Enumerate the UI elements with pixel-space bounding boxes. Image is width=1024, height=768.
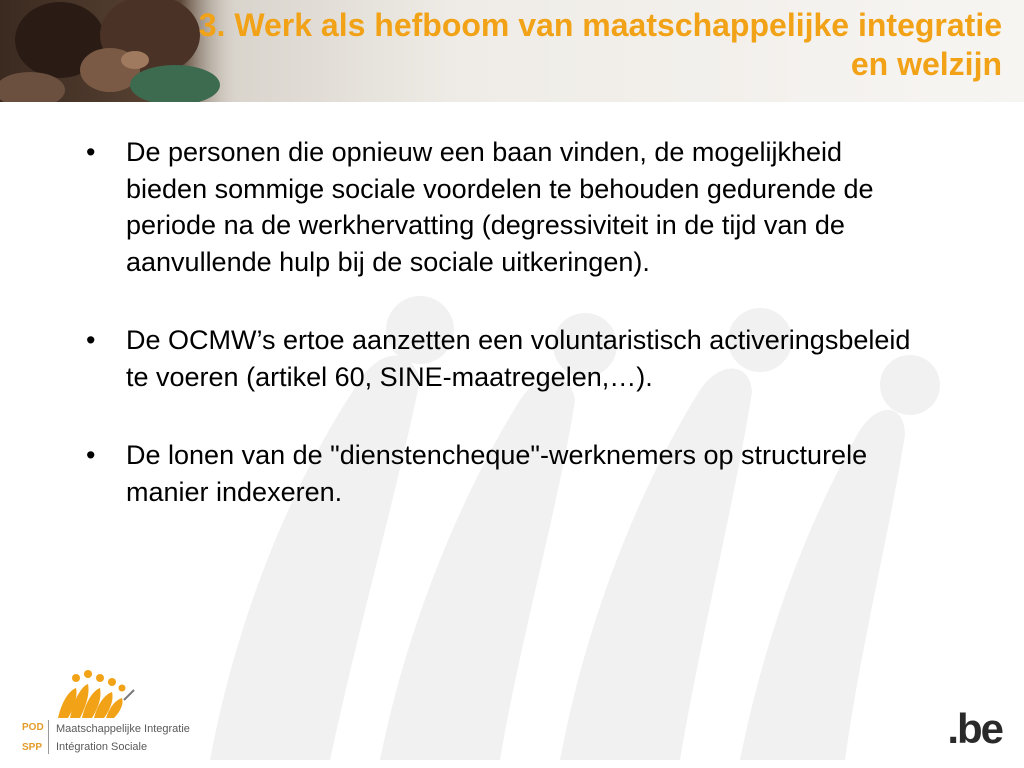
bullet-item: [82, 134, 912, 280]
be-logo: .be: [947, 705, 1002, 752]
spp-label: SPP: [22, 742, 43, 753]
bullet-item: [82, 322, 912, 395]
bullet-marker: •: [86, 137, 96, 167]
bullet-item: [82, 437, 912, 510]
pod-label: POD: [22, 722, 44, 733]
bullet-text: De lonen van de "dienstencheque"-werknemers op structurele manier indexeren.: [126, 440, 868, 507]
org-name-fr: Intégration Sociale: [56, 741, 148, 753]
bullet-text: De OCMW’s ertoe aanzetten een voluntaristisch activeringsbeleid te voeren (artikel 60, SINE-maatregelen,…).: [126, 325, 911, 392]
bullet-list: [82, 134, 912, 552]
slide-title: 3. Werk als hefboom van maatschappelijke integratie en welzijn: [198, 7, 1002, 82]
bullet-text: De personen die opnieuw een baan vinden, de mogelijkheid bieden sommige sociale voordelen te behouden gedurende de periode na de werkhervatting (degressiviteit in de tijd van de aanvullende hulp bij de sociale uitkeringen).: [126, 137, 874, 277]
logo-divider: [48, 720, 49, 754]
bullet-marker: •: [86, 440, 96, 470]
bullet-marker: •: [86, 325, 96, 355]
org-name-nl: Maatschappelijke Integratie: [56, 723, 190, 735]
